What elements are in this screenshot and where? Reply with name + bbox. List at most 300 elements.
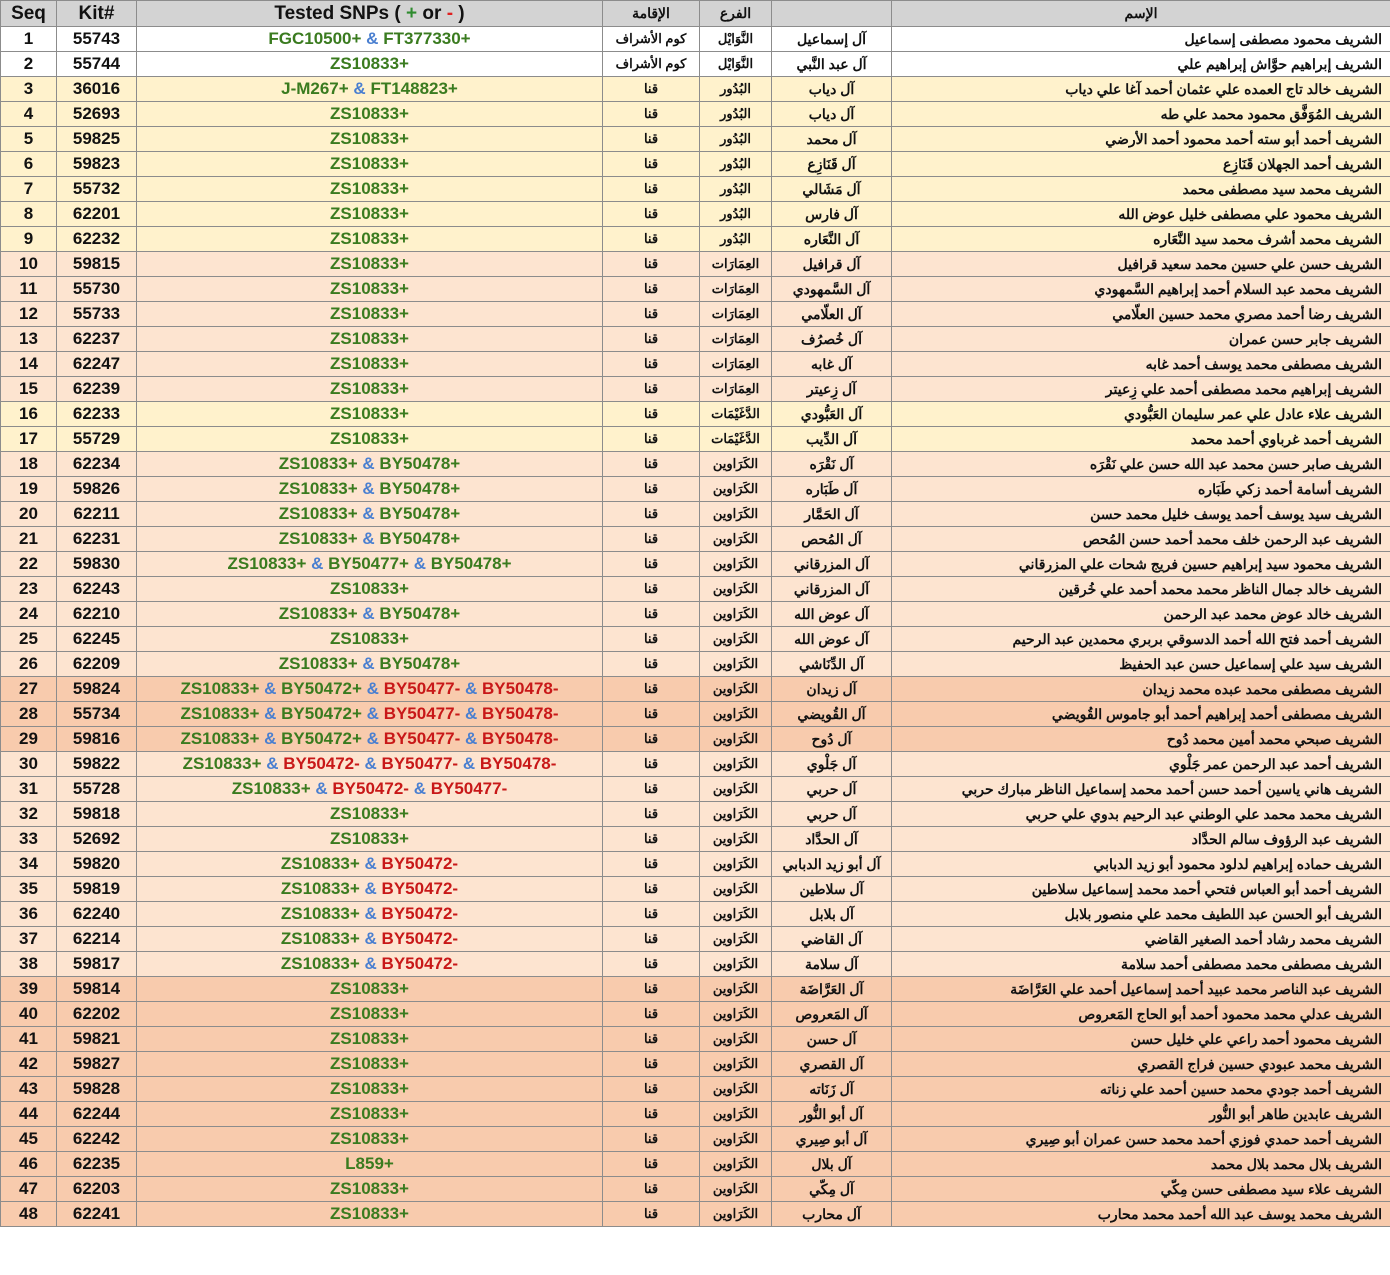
tested-snps-cell xyxy=(137,402,603,427)
snp-value: ZS10833+ xyxy=(330,829,409,848)
table-row xyxy=(1,702,1390,727)
residence-cell: قنا xyxy=(603,802,700,827)
name-cell: الشريف خالد جمال الناظر محمد محمد أحمد علي خُرقين xyxy=(892,577,1390,602)
family-cell: آل المُحص xyxy=(772,527,892,552)
table-row xyxy=(1,252,1390,277)
table-row xyxy=(1,952,1390,977)
branch-cell: البُدُور xyxy=(700,77,772,102)
family-cell: آل حسن xyxy=(772,1027,892,1052)
kit-cell: 62240 xyxy=(57,902,137,927)
tested-snps-cell xyxy=(137,302,603,327)
tested-snps-cell xyxy=(137,827,603,852)
table-row xyxy=(1,177,1390,202)
tested-snps-cell xyxy=(137,627,603,652)
header-snps-or: or xyxy=(422,2,442,24)
table-row xyxy=(1,127,1390,152)
family-cell: آل أبو النُّور xyxy=(772,1102,892,1127)
seq-cell: 13 xyxy=(1,327,57,352)
snp-value: ZS10833+ xyxy=(280,854,360,873)
tested-snps-cell xyxy=(137,952,603,977)
residence-cell: قنا xyxy=(603,452,700,477)
seq-cell: 46 xyxy=(1,1152,57,1177)
tested-snps-cell xyxy=(137,1027,603,1052)
tested-snps-cell xyxy=(137,127,603,152)
residence-cell: قنا xyxy=(603,477,700,502)
table-row xyxy=(1,902,1390,927)
kit-cell: 62235 xyxy=(57,1152,137,1177)
name-cell: الشريف خالد عوض محمد عبد الرحمن xyxy=(892,602,1390,627)
kit-cell: 62209 xyxy=(57,652,137,677)
branch-cell: الكَرَاوين xyxy=(700,527,772,552)
branch-cell: الكَرَاوين xyxy=(700,452,772,477)
snp-value: BY50472- xyxy=(381,854,459,873)
snp-value: ZS10833+ xyxy=(280,879,360,898)
kit-cell: 36016 xyxy=(57,77,137,102)
snp-value: FGC10500+ xyxy=(268,29,362,48)
residence-cell: قنا xyxy=(603,577,700,602)
snp-value: BY50477+ xyxy=(328,554,409,573)
family-cell: آل المزرقاني xyxy=(772,552,892,577)
snp-value: FT148823+ xyxy=(370,79,458,98)
seq-cell: 31 xyxy=(1,777,57,802)
header-residence: الإقامة xyxy=(603,1,700,27)
family-cell: آل غابه xyxy=(772,352,892,377)
table-row xyxy=(1,202,1390,227)
residence-cell: قنا xyxy=(603,977,700,1002)
snp-value: ZS10833+ xyxy=(180,704,260,723)
tested-snps-cell xyxy=(137,1052,603,1077)
seq-cell: 34 xyxy=(1,852,57,877)
table-row xyxy=(1,1027,1390,1052)
table-row xyxy=(1,227,1390,252)
snp-separator: & xyxy=(361,29,384,48)
snp-value: ZS10833+ xyxy=(330,1054,409,1073)
name-cell: الشريف إبراهيم محمد مصطفى أحمد علي زِعيتر xyxy=(892,377,1390,402)
snp-value: L859+ xyxy=(345,1154,394,1173)
seq-cell: 6 xyxy=(1,152,57,177)
name-cell: الشريف محمود سيد إبراهيم حسين فريج شحات علي المزرقاني xyxy=(892,552,1390,577)
kit-cell: 62203 xyxy=(57,1177,137,1202)
snp-value: ZS10833+ xyxy=(182,754,262,773)
kit-cell: 59821 xyxy=(57,1027,137,1052)
family-cell: آل جَلْوي xyxy=(772,752,892,777)
residence-cell: قنا xyxy=(603,152,700,177)
residence-cell: قنا xyxy=(603,677,700,702)
seq-cell: 14 xyxy=(1,352,57,377)
tested-snps-cell xyxy=(137,1127,603,1152)
kit-cell: 55728 xyxy=(57,777,137,802)
branch-cell: العِمَارَات xyxy=(700,302,772,327)
seq-cell: 12 xyxy=(1,302,57,327)
branch-cell: الكَرَاوين xyxy=(700,677,772,702)
snp-value: BY50478- xyxy=(481,729,559,748)
name-cell: الشريف محمد عبد السلام أحمد إبراهيم السَّمهودي xyxy=(892,277,1390,302)
family-cell: آل خُصرُف xyxy=(772,327,892,352)
name-cell: الشريف سيد علي إسماعيل حسن عبد الحفيظ xyxy=(892,652,1390,677)
seq-cell: 41 xyxy=(1,1027,57,1052)
seq-cell: 37 xyxy=(1,927,57,952)
table-row xyxy=(1,927,1390,952)
name-cell: الشريف أسامة أحمد زكي طَبَاره xyxy=(892,477,1390,502)
snp-value: ZS10833+ xyxy=(180,729,260,748)
residence-cell: قنا xyxy=(603,1102,700,1127)
seq-cell: 22 xyxy=(1,552,57,577)
branch-cell: الكَرَاوين xyxy=(700,852,772,877)
name-cell: الشريف أحمد فتح الله أحمد الدسوقي بربري محمدين عبد الرحيم xyxy=(892,627,1390,652)
residence-cell: قنا xyxy=(603,502,700,527)
family-cell: آل القصري xyxy=(772,1052,892,1077)
branch-cell: الكَرَاوين xyxy=(700,627,772,652)
name-cell: الشريف بلال محمد بلال محمد xyxy=(892,1152,1390,1177)
tested-snps-cell xyxy=(137,477,603,502)
family-cell: آل القُويضي xyxy=(772,702,892,727)
family-cell: آل قَنَازِع xyxy=(772,152,892,177)
tested-snps-cell xyxy=(137,377,603,402)
snp-value: ZS10833+ xyxy=(330,204,409,223)
table-row xyxy=(1,502,1390,527)
snp-value: ZS10833+ xyxy=(330,304,409,323)
snp-separator: & xyxy=(259,679,282,698)
seq-cell: 16 xyxy=(1,402,57,427)
residence-cell: قنا xyxy=(603,777,700,802)
seq-cell: 43 xyxy=(1,1077,57,1102)
snp-value: BY50478- xyxy=(481,679,559,698)
snp-value: BY50478+ xyxy=(379,454,461,473)
seq-cell: 45 xyxy=(1,1127,57,1152)
residence-cell: قنا xyxy=(603,202,700,227)
snp-separator: & xyxy=(357,529,380,548)
residence-cell: قنا xyxy=(603,827,700,852)
name-cell: الشريف عبد الناصر محمد عبيد أحمد إسماعيل أحمد علي العَرَّاضَة xyxy=(892,977,1390,1002)
family-cell: آل الدِّنَاشي xyxy=(772,652,892,677)
name-cell: الشريف محمود مصطفى إسماعيل xyxy=(892,27,1390,52)
snp-separator: & xyxy=(306,554,329,573)
table-row xyxy=(1,1052,1390,1077)
table-row xyxy=(1,452,1390,477)
name-cell: الشريف محمد أشرف محمد سيد النَّعَاره xyxy=(892,227,1390,252)
snp-value: ZS10833+ xyxy=(278,504,358,523)
branch-cell: البُدُور xyxy=(700,152,772,177)
residence-cell: قنا xyxy=(603,652,700,677)
residence-cell: قنا xyxy=(603,527,700,552)
snp-value: ZS10833+ xyxy=(330,104,409,123)
snp-separator: & xyxy=(359,929,382,948)
seq-cell: 35 xyxy=(1,877,57,902)
seq-cell: 32 xyxy=(1,802,57,827)
snp-separator: & xyxy=(357,654,380,673)
residence-cell: قنا xyxy=(603,552,700,577)
family-cell: آل المزرقاني xyxy=(772,577,892,602)
name-cell: الشريف أحمد جودي محمد حسين أحمد علي زناته xyxy=(892,1077,1390,1102)
residence-cell: قنا xyxy=(603,902,700,927)
kit-cell: 62210 xyxy=(57,602,137,627)
snp-value: ZS10833+ xyxy=(330,354,409,373)
family-cell: آل بلابل xyxy=(772,902,892,927)
family-cell: آل عوض الله xyxy=(772,602,892,627)
seq-cell: 4 xyxy=(1,102,57,127)
seq-cell: 9 xyxy=(1,227,57,252)
tested-snps-cell xyxy=(137,677,603,702)
snp-value: ZS10833+ xyxy=(330,1079,409,1098)
seq-cell: 47 xyxy=(1,1177,57,1202)
header-snps-prefix: Tested SNPs ( xyxy=(274,2,401,24)
branch-cell: البُدُور xyxy=(700,127,772,152)
snp-value: ZS10833+ xyxy=(330,179,409,198)
snp-separator: & xyxy=(359,904,382,923)
branch-cell: الكَرَاوين xyxy=(700,1052,772,1077)
tested-snps-cell xyxy=(137,52,603,77)
name-cell: الشريف عبد الرحمن خلف محمد أحمد حسن المُحص xyxy=(892,527,1390,552)
kit-cell: 59818 xyxy=(57,802,137,827)
snp-value: BY50477- xyxy=(383,729,461,748)
name-cell: الشريف حماده إبراهيم لدلود محمود أبو زيد الدبابي xyxy=(892,852,1390,877)
seq-cell: 21 xyxy=(1,527,57,552)
branch-cell: البُدُور xyxy=(700,177,772,202)
residence-cell: قنا xyxy=(603,227,700,252)
branch-cell: البُدُور xyxy=(700,202,772,227)
branch-cell: الكَرَاوين xyxy=(700,977,772,1002)
table-row xyxy=(1,77,1390,102)
kit-cell: 52692 xyxy=(57,827,137,852)
family-cell: آل زِعيتر xyxy=(772,377,892,402)
table-row xyxy=(1,402,1390,427)
name-cell: الشريف حسن علي حسين محمد سعيد قرافيل xyxy=(892,252,1390,277)
branch-cell: الكَرَاوين xyxy=(700,502,772,527)
family-cell: آل إسماعيل xyxy=(772,27,892,52)
branch-cell: الكَرَاوين xyxy=(700,877,772,902)
snp-separator: & xyxy=(460,729,482,748)
residence-cell: قنا xyxy=(603,1202,700,1227)
tested-snps-cell xyxy=(137,202,603,227)
seq-cell: 15 xyxy=(1,377,57,402)
residence-cell: قنا xyxy=(603,1127,700,1152)
residence-cell: قنا xyxy=(603,1077,700,1102)
seq-cell: 33 xyxy=(1,827,57,852)
table-row xyxy=(1,327,1390,352)
table-row xyxy=(1,477,1390,502)
snp-value: ZS10833+ xyxy=(330,254,409,273)
header-snps-plus: + xyxy=(406,2,418,24)
table-row xyxy=(1,1177,1390,1202)
tested-snps-cell xyxy=(137,452,603,477)
kit-cell: 62211 xyxy=(57,502,137,527)
header-branch: الفرع xyxy=(700,1,772,27)
snp-separator: & xyxy=(361,704,384,723)
snp-value: BY50478+ xyxy=(379,529,461,548)
seq-cell: 26 xyxy=(1,652,57,677)
family-cell: آل بلال xyxy=(772,1152,892,1177)
tested-snps-cell xyxy=(137,427,603,452)
table-row xyxy=(1,1102,1390,1127)
kit-cell: 59815 xyxy=(57,252,137,277)
snp-separator: & xyxy=(359,954,382,973)
name-cell: الشريف إبراهيم حوَّاش إبراهيم علي xyxy=(892,52,1390,77)
branch-cell: الكَرَاوين xyxy=(700,752,772,777)
residence-cell: قنا xyxy=(603,302,700,327)
branch-cell: الكَرَاوين xyxy=(700,477,772,502)
table-row xyxy=(1,852,1390,877)
snp-value: ZS10833+ xyxy=(330,229,409,248)
family-cell: آل نَقْرَه xyxy=(772,452,892,477)
name-cell: الشريف أحمد حمدي فوزي أحمد محمد حسن عمران أبو صِيري xyxy=(892,1127,1390,1152)
kit-cell: 59824 xyxy=(57,677,137,702)
branch-cell: الكَرَاوين xyxy=(700,927,772,952)
snp-value: BY50472+ xyxy=(281,704,362,723)
name-cell: الشريف أحمد عبد الرحمن عمر جَلْوي xyxy=(892,752,1390,777)
header-row xyxy=(1,1,1390,27)
kit-cell: 62241 xyxy=(57,1202,137,1227)
residence-cell: قنا xyxy=(603,277,700,302)
seq-cell: 39 xyxy=(1,977,57,1002)
name-cell: الشريف صابر حسن محمد عبد الله حسن علي نَقْرَه xyxy=(892,452,1390,477)
tested-snps-cell xyxy=(137,802,603,827)
tested-snps-cell xyxy=(137,527,603,552)
family-cell: آل عبد النَّبي xyxy=(772,52,892,77)
branch-cell: الكَرَاوين xyxy=(700,577,772,602)
tested-snps-cell xyxy=(137,1202,603,1227)
branch-cell: الكَرَاوين xyxy=(700,1202,772,1227)
snp-separator: & xyxy=(408,779,431,798)
snp-value: ZS10833+ xyxy=(330,54,409,73)
snp-separator: & xyxy=(357,604,380,623)
kit-cell: 59822 xyxy=(57,752,137,777)
tested-snps-cell xyxy=(137,502,603,527)
branch-cell: الكَرَاوين xyxy=(700,727,772,752)
tested-snps-cell xyxy=(137,352,603,377)
kit-cell: 62214 xyxy=(57,927,137,952)
kit-cell: 55744 xyxy=(57,52,137,77)
kit-cell: 59819 xyxy=(57,877,137,902)
seq-cell: 17 xyxy=(1,427,57,452)
residence-cell: قنا xyxy=(603,952,700,977)
table-row xyxy=(1,827,1390,852)
seq-cell: 36 xyxy=(1,902,57,927)
name-cell: الشريف عدلي محمد محمود أحمد أبو الحاج المَعروص xyxy=(892,1002,1390,1027)
family-cell: آل مَشَالي xyxy=(772,177,892,202)
family-cell: آل قرافيل xyxy=(772,252,892,277)
snp-value: ZS10833+ xyxy=(330,379,409,398)
residence-cell: قنا xyxy=(603,1177,700,1202)
branch-cell: الكَرَاوين xyxy=(700,952,772,977)
seq-cell: 7 xyxy=(1,177,57,202)
family-cell: آل العَبُّودي xyxy=(772,402,892,427)
family-cell: آل القاضي xyxy=(772,927,892,952)
tested-snps-cell xyxy=(137,552,603,577)
residence-cell: قنا xyxy=(603,727,700,752)
residence-cell: قنا xyxy=(603,127,700,152)
tested-snps-cell xyxy=(137,977,603,1002)
snp-value: BY50472- xyxy=(381,954,459,973)
snp-value: BY50477- xyxy=(383,704,461,723)
branch-cell: العِمَارَات xyxy=(700,377,772,402)
tested-snps-cell xyxy=(137,1102,603,1127)
snp-value: ZS10833+ xyxy=(330,329,409,348)
snp-value: BY50472+ xyxy=(281,679,362,698)
header-kit: Kit# xyxy=(57,1,137,27)
snp-value: ZS10833+ xyxy=(330,1004,409,1023)
seq-cell: 8 xyxy=(1,202,57,227)
tested-snps-cell xyxy=(137,1077,603,1102)
name-cell: الشريف محمد عبودي حسين فراج القصري xyxy=(892,1052,1390,1077)
seq-cell: 25 xyxy=(1,627,57,652)
family-cell: آل دياب xyxy=(772,102,892,127)
kit-cell: 55729 xyxy=(57,427,137,452)
table-row xyxy=(1,277,1390,302)
branch-cell: الكَرَاوين xyxy=(700,1002,772,1027)
table-row xyxy=(1,602,1390,627)
snp-value: ZS10833+ xyxy=(330,1104,409,1123)
family-cell: آل أبو صِيري xyxy=(772,1127,892,1152)
table-row xyxy=(1,627,1390,652)
residence-cell: كوم الأشراف xyxy=(603,27,700,52)
branch-cell: الكَرَاوين xyxy=(700,1077,772,1102)
residence-cell: قنا xyxy=(603,102,700,127)
residence-cell: كوم الأشراف xyxy=(603,52,700,77)
kit-cell: 59817 xyxy=(57,952,137,977)
snp-value: BY50477- xyxy=(430,779,508,798)
tested-snps-cell xyxy=(137,902,603,927)
header-family xyxy=(772,1,892,27)
snp-separator: & xyxy=(357,479,380,498)
name-cell: الشريف أحمد أبو سته أحمد محمود أحمد الأرضي xyxy=(892,127,1390,152)
residence-cell: قنا xyxy=(603,1002,700,1027)
tested-snps-cell xyxy=(137,702,603,727)
branch-cell: العِمَارَات xyxy=(700,352,772,377)
snp-value: BY50478+ xyxy=(379,504,461,523)
branch-cell: النَّوَايْل xyxy=(700,27,772,52)
table-row xyxy=(1,977,1390,1002)
snp-value: BY50478+ xyxy=(379,479,461,498)
table-row xyxy=(1,152,1390,177)
tested-snps-cell xyxy=(137,752,603,777)
name-cell: الشريف رضا أحمد مصري محمد حسين العلّامي xyxy=(892,302,1390,327)
residence-cell: قنا xyxy=(603,752,700,777)
residence-cell: قنا xyxy=(603,702,700,727)
kit-cell: 55732 xyxy=(57,177,137,202)
name-cell: الشريف مصطفى محمد مصطفى أحمد سلامة xyxy=(892,952,1390,977)
name-cell: الشريف صبحي محمد أمين محمد دُوح xyxy=(892,727,1390,752)
tested-snps-cell xyxy=(137,777,603,802)
tested-snps-cell xyxy=(137,652,603,677)
seq-cell: 48 xyxy=(1,1202,57,1227)
kit-cell: 59830 xyxy=(57,552,137,577)
family-cell: آل عوض الله xyxy=(772,627,892,652)
snp-value: ZS10833+ xyxy=(278,529,358,548)
name-cell: الشريف هاني ياسين أحمد حسن أحمد محمد إسماعيل الناظر مبارك حربي xyxy=(892,777,1390,802)
kit-cell: 62231 xyxy=(57,527,137,552)
name-cell: الشريف المُوَفَّق محمود محمد علي طه xyxy=(892,102,1390,127)
kit-cell: 62239 xyxy=(57,377,137,402)
name-cell: الشريف محمد محمد علي الوطني عبد الرحيم بدوي علي حربي xyxy=(892,802,1390,827)
seq-cell: 20 xyxy=(1,502,57,527)
residence-cell: قنا xyxy=(603,602,700,627)
header-name: الإسم xyxy=(892,1,1390,27)
snp-value: ZS10833+ xyxy=(330,579,409,598)
header-snps-suffix: ) xyxy=(458,2,465,24)
tested-snps-cell xyxy=(137,327,603,352)
tested-snps-cell xyxy=(137,1177,603,1202)
family-cell: آل محمد xyxy=(772,127,892,152)
snp-value: ZS10833+ xyxy=(330,979,409,998)
name-cell: الشريف أحمد أبو العباس فتحي أحمد محمد إسماعيل سلاطين xyxy=(892,877,1390,902)
seq-cell: 30 xyxy=(1,752,57,777)
table-row xyxy=(1,27,1390,52)
name-cell: الشريف سيد يوسف أحمد يوسف خليل محمد حسن xyxy=(892,502,1390,527)
family-cell: آل سلامة xyxy=(772,952,892,977)
branch-cell: الكَرَاوين xyxy=(700,802,772,827)
table-row xyxy=(1,427,1390,452)
tested-snps-cell xyxy=(137,877,603,902)
